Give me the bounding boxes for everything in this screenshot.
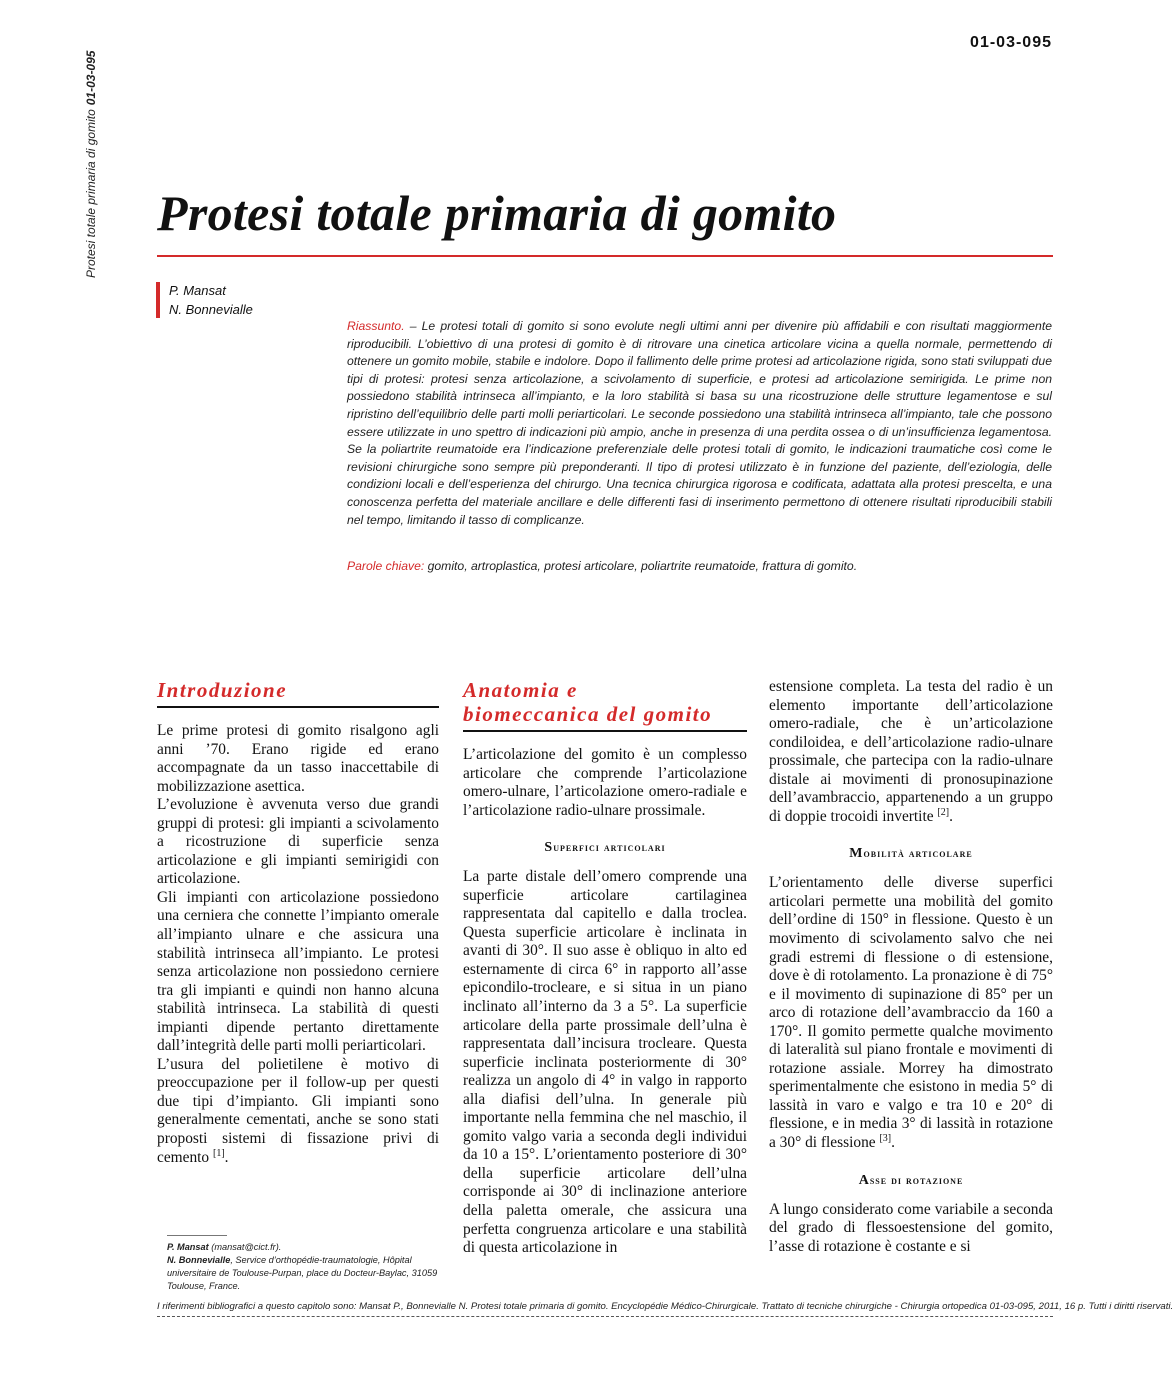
paragraph: La parte distale dell’omero comprende una superficie articolare cartilaginea rappresentata dal capitello e dalla troclea. Questa superficie articolare è inclinata in avanti di 30°. Il suo asse è obliquo in alto ed esternamente di circa 6° in rapporto all’asse epicondilo-trocleare, e si situa in un piano inclinato all’interno da 3 a 5°. La superficie articolare della parte prossimale dell’ulna è rappresentata dall’incisura trocleare. Questa superficie inclinata posteriormente di 30° realizza un angolo di 4° in valgo in rapporto alla diafisi dell’ulna. In generale più importante nella femmina che nel maschio, il gomito valgo varia a seconda degli individui da 10 a 15°. L’orientamento posteriore di 30° della superficie articolare dell’ulna corrisponde ai 30° di inclinazione anteriore della paletta omerale, che assicura una perfetta congruenza articolare e una stabilità di questa articolazione in: [463, 868, 747, 1257]
subheading-mobilita: [769, 846, 1053, 862]
author-1: P. Mansat: [169, 283, 226, 298]
footnote-author-1: P. Mansat: [167, 1242, 209, 1252]
authors-block: [169, 281, 253, 319]
authors-accent-bar: [156, 282, 160, 318]
footnote-author-2: N. Bonnevialle: [167, 1255, 231, 1265]
side-title-text: Protesi totale primaria di gomito: [84, 109, 98, 278]
keywords: [347, 558, 1052, 576]
subheading-initial: A: [858, 1172, 870, 1188]
column-1: [157, 678, 439, 1167]
paragraph-end: .: [224, 1148, 229, 1166]
title-rule: [157, 255, 1053, 257]
heading-line: Anatomia e: [463, 678, 578, 702]
paragraph: Gli impianti con articolazione possiedono una cerniera che connette l’impianto omerale all’impianto ulnare e che assicura una stabilità intrinseca all’impianto. Le protesi senza articolazione non possiedono cerniere tra gli impianti e quindi non hanno alcuna stabilità intrinseca. La stabilità di questi impianti dipende pertanto direttamente dall’integrità delle parti molli periarticolari.: [157, 888, 439, 1055]
footer-rule: [157, 1316, 1053, 1317]
footnote-affiliation: , Service d’orthopédie-traumatologie, Hôpital universitaire de Toulouse-Purpan, place du Docteur-Baylac, 31059 Toulouse, France.: [167, 1255, 438, 1291]
paragraph: [769, 678, 1053, 826]
subheading-initial: S: [544, 840, 554, 856]
footer-citation: I riferimenti bibliografici a questo capitolo sono: Mansat P., Bonnevialle N. Protesi totale primaria di gomito. Encyclopédie Médico-Chirurgicale. Trattato di tecniche chirurgiche - Chirurgia ortopedica 01-03-095, 2011, 16 p. Tutti i diritti riservati.: [157, 1301, 1173, 1312]
column-2: [463, 678, 747, 1258]
paragraph: L’articolazione del gomito è un complesso articolare che comprende l’articolazione omero-ulnare, l’articolazione omero-radiale e l’articolazione radio-ulnare prossimale.: [463, 746, 747, 819]
author-2: N. Bonnevialle: [169, 302, 253, 317]
citation-ref[interactable]: [2]: [937, 806, 950, 818]
paragraph-text: L’usura del polietilene è motivo di preoccupazione per il follow-up per questi due tipi d’impianto. Gli impianti sono generalmente cementati, anche se sono stati proposti sistemi di fissazione privi di cemento: [157, 1055, 439, 1166]
footnote-email[interactable]: (mansat@cict.fr).: [208, 1242, 282, 1252]
paragraph: [157, 1056, 439, 1167]
subheading-superfici: [463, 840, 747, 856]
subheading-rest: obilità articolare: [863, 846, 973, 861]
paragraph-text: estensione completa. La testa del radio è un elemento importante dell’articolazione omero-radiale, che è un’articolazione condiloidea, e dell’articolazione radio-ulnare prossimale, che partecipa con la radio-ulnare distale ai movimenti di pronosupinazione dell’avambraccio, appartenendo a un gruppo di doppie trocoidi invertite: [769, 678, 1053, 825]
section-rule: [157, 706, 439, 708]
section-rule: [463, 730, 747, 732]
paragraph: A lungo considerato come variabile a seconda del grado di flessoestensione del gomito, l’asse di rotazione è costante e si: [769, 1200, 1053, 1255]
side-running-title: [84, 28, 98, 278]
side-code-text: 01-03-095: [84, 50, 98, 106]
paragraph-end: .: [949, 807, 953, 825]
heading-line: biomeccanica del gomito: [463, 702, 713, 726]
paragraph: L’evoluzione è avvenuta verso due grandi gruppi di protesi: gli impianti a scivolamento a ricostruzione di superficie senza articolazione e gli impianti semirigidi con articolazione.: [157, 796, 439, 888]
page-code: 01-03-095: [970, 34, 1052, 51]
column-3: [769, 678, 1053, 1256]
section-heading-introduzione: Introduzione: [157, 678, 288, 702]
subheading-asse: [769, 1173, 1053, 1189]
subheading-rest: sse di rotazione: [869, 1172, 964, 1187]
abstract-label: Riassunto.: [347, 319, 405, 333]
subheading-initial: M: [849, 846, 864, 862]
abstract-text: – Le protesi totali di gomito si sono evolute negli ultimi anni per divenire più affidabili e con risultati maggiormente riproducibili. L’obiettivo di una protesi di gomito è di ritrovare una cinetica articolare vicina a quella normale, permettendo di ottenere un gomito mobile, stabile e indolore. Dopo il fallimento delle prime protesi ad articolazione rigida, sono stati sviluppati due tipi di protesi: protesi senza articolazione, a scivolamento di superficie, e protesi ad articolazione semirigida. Le prime non possiedono stabilità intrinseca all’impianto, e la loro stabilità si basa su una ricostruzione delle strutture legamentose e sul ripristino dell’equilibrio delle parti molli periarticolari. Le seconde possiedono una stabilità intrinseca all’impianto, tale che possono essere utilizzate in uno spettro di indicazioni più ampio, anche in presenza di una perdita ossea o di un’insufficienza legamentosa. Se la poliartrite reumatoide era l’indicazione preferenziale delle protesi totali di gomito, le indicazioni traumatiche così come le revisioni chirurgiche sono sempre più preponderanti. Il tipo di protesi utilizzato è in funzione del paziente, dell’eziologia, delle condizioni locali e dell’esperienza del chirurgo. Una tecnica chirurgica rigorosa e codificata, adattata alla protesi prescelta, e una conoscenza perfetta del materiale ancillare e delle differenti fasi di inserimento permettono di ottenere risultati riproducibili stabili nel tempo, limitando il tasso di complicanze.: [347, 319, 1052, 527]
paragraph: [769, 874, 1053, 1152]
keywords-text: gomito, artroplastica, protesi articolare, poliartrite reumatoide, frattura di gomito.: [424, 559, 858, 573]
paragraph: Le prime protesi di gomito risalgono agli anni ’70. Erano rigide ed erano accompagnate da un tasso inaccettabile di mobilizzazione asettica.: [157, 722, 439, 795]
paragraph-end: .: [891, 1134, 895, 1152]
article-title: Protesi totale primaria di gomito: [157, 185, 837, 241]
subheading-rest: uperfici articolari: [553, 840, 666, 855]
keywords-label: Parole chiave:: [347, 559, 425, 573]
citation-ref[interactable]: [3]: [879, 1132, 892, 1144]
abstract: [347, 318, 1052, 529]
paragraph-text: L’orientamento delle diverse superfici articolari permette una mobilità del gomito dell’ordine di 150° in flessione. Questo è un movimento di scivolamento salvo che nei gradi estremi di flessione o di estensione, dove è di rotolamento. La pronazione è di 75° e il movimento di supinazione di 85° per un arco di rotazione dell’avambraccio da 160 a 170°. Il gomito permette qualche movimento di lateralità sul piano frontale e movimenti di rotazione assiale. Morrey ha dimostrato sperimentalmente che esistono in media 5° di lassità in varo e valgo e tra 10 e 20° di flessione, e in media 3° di lassità in rotazione a 30° di flessione: [769, 874, 1053, 1152]
citation-ref[interactable]: [1]: [213, 1147, 225, 1159]
section-heading-anatomia: [463, 678, 747, 726]
author-footnote: [167, 1241, 447, 1293]
footnote-rule: [167, 1235, 227, 1236]
